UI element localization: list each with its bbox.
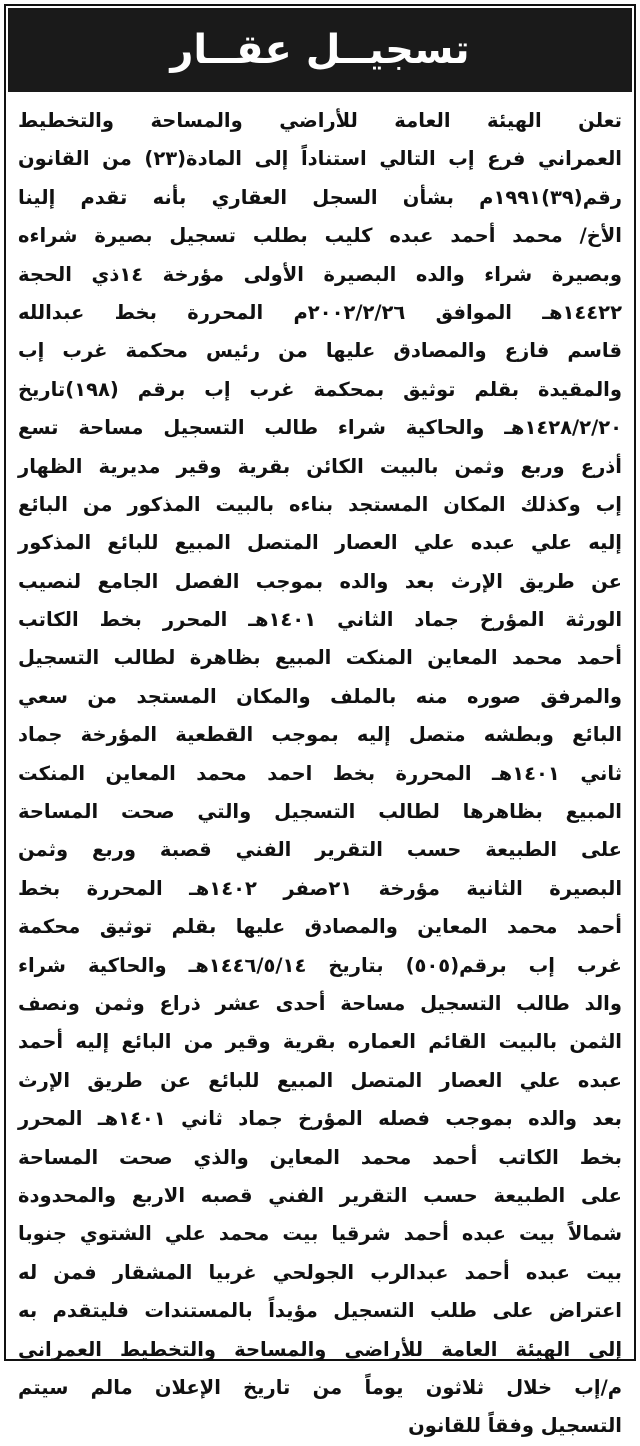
- notice-text-line: الأخ/ محمد أحمد عبده كليب بطلب تسجيل بصيرة شراءه: [18, 224, 622, 248]
- notice-body: [18, 102, 623, 1438]
- notice-header: [8, 8, 632, 92]
- notice-text-line: بعد والده بموجب فصله المؤرخ جماد ثاني ١٤٠١هـ المحرر: [18, 1107, 622, 1131]
- notice-text-line: ١٤٤٢٢هـ الموافق ٢٠٠٢/٢/٢٦م المحررة بخط عبدالله: [18, 300, 622, 324]
- notice-text-line: الثمن بالبيت القائم العماره بقرية وقير من البائع إليه أحمد: [18, 1030, 622, 1054]
- notice-text-line: أحمد محمد المعاين والمصادق عليها بقلم توثيق محكمة: [18, 915, 622, 939]
- notice-text-line: غرب إب برقم(٥٠٥) بتاريخ ١٤٤٦/٥/١٤هـ والحاكية شراء: [18, 953, 622, 977]
- notice-text-line: التسجيل وفقاً للقانون: [408, 1414, 622, 1438]
- notice-text-line: إب وكذلك المكان المستجد بناءه بالبيت المذكور من البائع: [18, 492, 622, 516]
- notice-text-line: عبده علي العصار المتصل المبيع للبائع عن طريق الإرث: [18, 1068, 622, 1092]
- notice-text-line: تعلن الهيئة العامة للأراضي والمساحة والتخطيط: [18, 109, 622, 132]
- notice-text-line: شمالاً بيت عبده أحمد شرقيا بيت محمد علي الشتوي جنوبا: [18, 1222, 622, 1246]
- notice-text-line: على الطبيعة حسب التقرير الفني قصبة وربع وثمن: [18, 838, 622, 862]
- notice-text-line: والمرفق صوره منه بالملف والمكان المستجد من سعي: [18, 684, 622, 708]
- notice-text-line: بخط الكاتب أحمد محمد المعاين والذي صحت المساحة: [18, 1145, 622, 1169]
- notice-text-line: المبيع بظاهرها لطالب التسجيل والتي صحت المساحة: [18, 800, 622, 824]
- notice-text-line: والد طالب التسجيل مساحة أحدى عشر ذراع وثمن ونصف: [18, 991, 622, 1015]
- notice-text-line: العمراني فرع إب التالي استناداً إلى المادة(٢٣) من القانون: [18, 147, 622, 171]
- notice-text-line: على الطبيعة حسب التقرير الفني قصبه الاربع والمحدودة: [18, 1183, 622, 1207]
- notice-text-line: م/إب خلال ثلاثون يوماً من تاريخ الإعلان مالم سيتم: [18, 1375, 622, 1399]
- notice-title: تسجيــل عقــار: [170, 27, 470, 73]
- notice-text-line: إلى الهيئة العامة للأراضي والمساحة والتخطيط العمراني: [18, 1337, 622, 1361]
- notice-text-line: بيت عبده أحمد عبدالرب الجولحي غربيا المشقار فمن له: [18, 1260, 622, 1284]
- notice-text-line: قاسم فازع والمصادق عليها من رئيس محكمة غرب إب: [18, 339, 622, 363]
- notice-text-line: أحمد محمد المعاين المنكت المبيع بظاهرة لطالب التسجيل: [18, 646, 622, 670]
- notice-text-line: البصيرة الثانية مؤرخة ٢١صفر ١٤٠٢هـ المحررة بخط: [18, 876, 623, 900]
- notice-text-line: اعتراض على طلب التسجيل مؤيداً بالمستندات فليتقدم به: [18, 1299, 622, 1323]
- notice-text-line: البائع وبطشه متصل إليه بموجب القطعية المؤرخة جماد: [18, 723, 622, 747]
- notice-text-line: ١٤٢٨/٢/٢٠هـ والحاكية شراء طالب التسجيل مساحة تسع: [18, 416, 622, 440]
- notice-text-line: إليه علي عبده علي العصار المتصل المبيع للبائع المذكور: [18, 531, 622, 555]
- real-estate-registration-notice: [4, 4, 636, 1438]
- notice-text-line: وبصيرة شراء والده البصيرة الأولى مؤرخة ١٤ذي الحجة: [18, 262, 622, 286]
- notice-text-line: ثاني ١٤٠١هـ المحررة بخط احمد محمد المعاين المنكت: [18, 761, 623, 785]
- notice-text-line: أذرع وربع وثمن بالبيت الكائن بقرية وقير مديرية الظهار: [18, 454, 622, 478]
- notice-text-line: عن طريق الإرث بعد والده بموجب الفصل الجامع لنصيب: [18, 569, 622, 593]
- notice-text-line: رقم(٣٩)١٩٩١م بشأن السجل العقاري بأنه تقدم إلينا: [18, 185, 622, 209]
- notice-text-line: والمقيدة بقلم توثيق بمحكمة غرب إب برقم (١٩٨)تاريخ: [18, 377, 622, 401]
- notice-text-line: الورثة المؤرخ جماد الثاني ١٤٠١هـ المحرر بخط الكاتب: [18, 608, 622, 632]
